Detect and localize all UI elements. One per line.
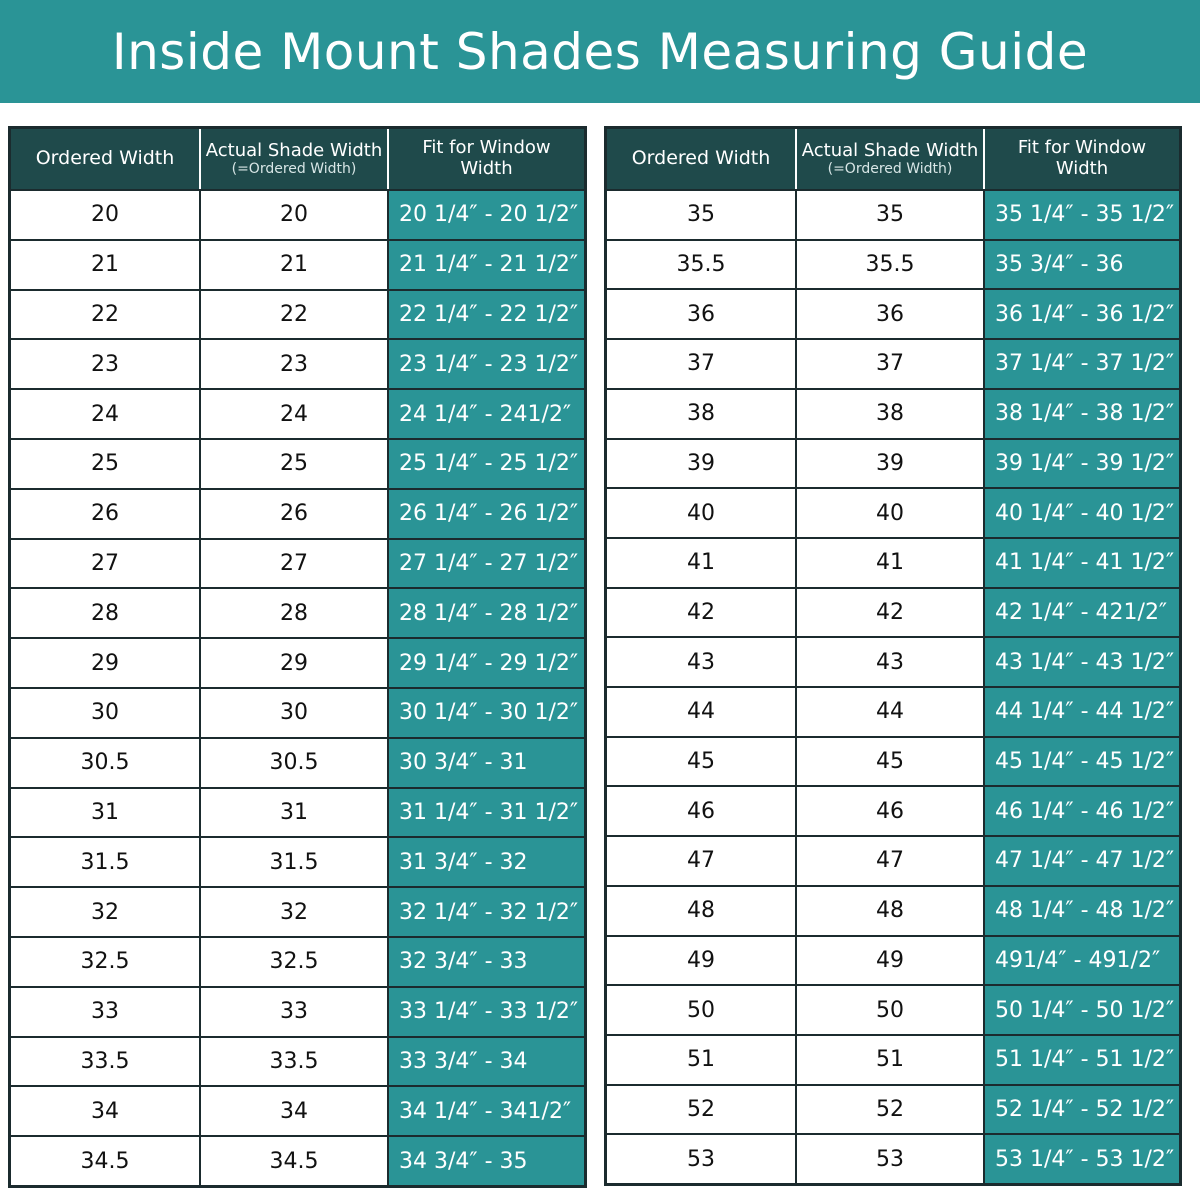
header-fit-line1: Fit for Window [422,137,551,159]
table-row [11,388,584,438]
actual-width-cell: 30 [199,689,387,737]
table-row [11,438,584,488]
ordered-width-cell: 38 [687,401,715,427]
header-actual-width [199,129,387,189]
actual-width-cell: 47 [795,837,983,885]
header-fit-line2: Width [1055,158,1109,179]
table-row [11,587,584,637]
table-row [607,487,1179,537]
table-row [607,587,1179,637]
actual-width-cell: 34.5 [199,1137,387,1185]
actual-width-cell: 52 [795,1086,983,1134]
ordered-width-cell: 42 [687,599,715,625]
fit-width-cell: 26 1/4″ - 26 1/2″ [387,490,584,538]
table-row [607,1034,1179,1084]
table-row [607,885,1179,935]
ordered-width-cell: 31 [91,799,119,825]
table-row [11,936,584,986]
fit-width-cell: 31 3/4″ - 32 [387,838,584,886]
fit-width-cell: 25 1/4″ - 25 1/2″ [387,440,584,488]
actual-width-cell: 24 [199,390,387,438]
actual-width-cell: 21 [199,241,387,289]
fit-width-cell: 21 1/4″ - 21 1/2″ [387,241,584,289]
table-row [11,189,584,239]
header-fit-line2: Width [460,158,513,179]
actual-width-cell: 29 [199,639,387,687]
fit-width-cell: 46 1/4″ - 46 1/2″ [983,787,1179,835]
table-row [607,239,1179,289]
page-title: Inside Mount Shades Measuring Guide [111,22,1089,81]
fit-width-cell: 24 1/4″ - 241/2″ [387,390,584,438]
table-row [607,1084,1179,1134]
actual-width-cell: 36 [795,290,983,338]
actual-width-cell: 28 [199,589,387,637]
ordered-width-cell: 25 [91,451,119,477]
ordered-width-cell: 43 [687,649,715,675]
fit-width-cell: 491/4″ - 491/2″ [983,937,1179,985]
table-body [11,189,584,1185]
table-row [607,438,1179,488]
fit-width-cell: 29 1/4″ - 29 1/2″ [387,639,584,687]
fit-width-cell: 42 1/4″ - 421/2″ [983,589,1179,637]
ordered-width-cell: 45 [687,749,715,775]
table-body [607,189,1179,1183]
ordered-width-cell: 28 [91,600,119,626]
actual-width-cell: 41 [795,539,983,587]
fit-width-cell: 27 1/4″ - 27 1/2″ [387,540,584,588]
fit-width-cell: 40 1/4″ - 40 1/2″ [983,489,1179,537]
table-row [607,686,1179,736]
fit-width-cell: 30 1/4″ - 30 1/2″ [387,689,584,737]
actual-width-cell: 45 [795,738,983,786]
actual-width-cell: 27 [199,540,387,588]
actual-width-cell: 38 [795,390,983,438]
actual-width-cell: 37 [795,340,983,388]
fit-width-cell: 32 1/4″ - 32 1/2″ [387,888,584,936]
fit-width-cell: 47 1/4″ - 47 1/2″ [983,837,1179,885]
header-actual-width [795,129,983,189]
ordered-width-cell: 30.5 [80,750,130,776]
table-row [607,1133,1179,1183]
ordered-width-cell: 40 [687,500,715,526]
fit-width-cell: 48 1/4″ - 48 1/2″ [983,887,1179,935]
fit-width-cell: 50 1/4″ - 50 1/2″ [983,986,1179,1034]
ordered-width-cell: 29 [91,650,119,676]
ordered-width-cell: 46 [687,798,715,824]
table-row [607,189,1179,239]
table-row [607,338,1179,388]
table-row [607,537,1179,587]
actual-width-cell: 39 [795,440,983,488]
ordered-width-cell: 22 [91,301,119,327]
fit-width-cell: 34 1/4″ - 341/2″ [387,1087,584,1135]
table-row [11,488,584,538]
fit-width-cell: 38 1/4″ - 38 1/2″ [983,390,1179,438]
ordered-width-cell: 34.5 [80,1148,130,1174]
ordered-width-cell: 20 [91,202,119,228]
fit-width-cell: 39 1/4″ - 39 1/2″ [983,440,1179,488]
table-row [11,637,584,687]
fit-width-cell: 22 1/4″ - 22 1/2″ [387,291,584,339]
header-fit-width [983,129,1179,189]
ordered-width-cell: 48 [687,898,715,924]
ordered-width-cell: 30 [91,700,119,726]
table-header [607,129,1179,189]
actual-width-cell: 20 [199,191,387,239]
ordered-width-cell: 49 [687,947,715,973]
ordered-width-cell: 51 [687,1047,715,1073]
header-fit-line1: Fit for Window [1017,137,1147,159]
ordered-width-cell: 44 [687,699,715,725]
actual-width-cell: 43 [795,638,983,686]
ordered-width-cell: 27 [91,550,119,576]
table-row [607,388,1179,438]
actual-width-cell: 51 [795,1036,983,1084]
sizing-table-right [604,126,1182,1186]
ordered-width-cell: 52 [687,1097,715,1122]
actual-width-cell: 42 [795,589,983,637]
header-actual-width-note: (=Ordered Width) [231,161,357,178]
ordered-width-cell: 35.5 [676,252,726,278]
table-row [11,338,584,388]
ordered-width-cell: 24 [91,401,119,427]
fit-width-cell: 52 1/4″ - 52 1/2″ [983,1086,1179,1134]
actual-width-cell: 31 [199,789,387,837]
fit-width-cell: 35 3/4″ - 36 [983,241,1179,289]
fit-width-cell: 33 3/4″ - 34 [387,1038,584,1086]
fit-width-cell: 35 1/4″ - 35 1/2″ [983,191,1179,239]
ordered-width-cell: 36 [687,301,715,327]
fit-width-cell: 41 1/4″ - 41 1/2″ [983,539,1179,587]
actual-width-cell: 32.5 [199,938,387,986]
table-row [11,687,584,737]
ordered-width-cell: 26 [91,501,119,527]
ordered-width-cell: 37 [687,351,715,377]
table-row [11,787,584,837]
fit-width-cell: 53 1/4″ - 53 1/2″ [983,1135,1179,1183]
actual-width-cell: 30.5 [199,739,387,787]
fit-width-cell: 45 1/4″ - 45 1/2″ [983,738,1179,786]
ordered-width-cell: 47 [687,848,715,874]
table-row [11,239,584,289]
ordered-width-cell: 23 [91,351,119,377]
fit-width-cell: 33 1/4″ - 33 1/2″ [387,988,584,1036]
ordered-width-cell: 35 [687,202,715,228]
actual-width-cell: 32 [199,888,387,936]
fit-width-cell: 23 1/4″ - 23 1/2″ [387,340,584,388]
table-row [11,1085,584,1135]
fit-width-cell: 34 3/4″ - 35 [387,1137,584,1185]
actual-width-cell: 26 [199,490,387,538]
table-row [607,636,1179,686]
header-ordered-width [11,129,199,189]
actual-width-cell: 34 [199,1087,387,1135]
fit-width-cell: 28 1/4″ - 28 1/2″ [387,589,584,637]
table-row [11,836,584,886]
actual-width-cell: 25 [199,440,387,488]
ordered-width-cell: 21 [91,252,119,278]
fit-width-cell: 20 1/4″ - 20 1/2″ [387,191,584,239]
table-row [607,984,1179,1034]
fit-width-cell: 44 1/4″ - 44 1/2″ [983,688,1179,736]
table-row [607,736,1179,786]
actual-width-cell: 44 [795,688,983,736]
table-row [11,1036,584,1086]
table-row [607,288,1179,338]
actual-width-cell: 35.5 [795,241,983,289]
table-row [11,289,584,339]
table-row [607,785,1179,835]
ordered-width-cell: 32.5 [80,949,130,975]
header-ordered-width-label: Ordered Width [35,147,175,170]
header-actual-width-label: Actual Shade Width [205,139,383,161]
ordered-width-cell: 50 [687,997,715,1023]
ordered-width-cell: 34 [91,1098,119,1124]
fit-width-cell: 51 1/4″ - 51 1/2″ [983,1036,1179,1084]
ordered-width-cell: 33.5 [80,1048,130,1074]
ordered-width-cell: 53 [687,1146,715,1172]
actual-width-cell: 33 [199,988,387,1036]
fit-width-cell: 32 3/4″ - 33 [387,938,584,986]
table-row [607,835,1179,885]
fit-width-cell: 43 1/4″ - 43 1/2″ [983,638,1179,686]
header-ordered-width [607,129,795,189]
table-row [607,935,1179,985]
sizing-table-left [8,126,587,1188]
actual-width-cell: 35 [795,191,983,239]
ordered-width-cell: 31.5 [80,849,130,875]
header-actual-width-note: (=Ordered Width) [827,161,953,178]
ordered-width-cell: 39 [687,450,715,476]
table-row [11,1135,584,1185]
actual-width-cell: 40 [795,489,983,537]
actual-width-cell: 46 [795,787,983,835]
header-ordered-width-label: Ordered Width [631,147,771,170]
actual-width-cell: 48 [795,887,983,935]
actual-width-cell: 49 [795,937,983,985]
actual-width-cell: 23 [199,340,387,388]
actual-width-cell: 22 [199,291,387,339]
actual-width-cell: 50 [795,986,983,1034]
fit-width-cell: 30 3/4″ - 31 [387,739,584,787]
fit-width-cell: 37 1/4″ - 37 1/2″ [983,340,1179,388]
table-row [11,737,584,787]
table-header [11,129,584,189]
table-row [11,538,584,588]
ordered-width-cell: 41 [687,550,715,576]
title-banner [0,0,1200,103]
fit-width-cell: 36 1/4″ - 36 1/2″ [983,290,1179,338]
fit-width-cell: 31 1/4″ - 31 1/2″ [387,789,584,837]
actual-width-cell: 33.5 [199,1038,387,1086]
actual-width-cell: 53 [795,1135,983,1183]
ordered-width-cell: 33 [91,999,119,1025]
header-fit-width [387,129,584,189]
ordered-width-cell: 32 [91,899,119,925]
table-row [11,986,584,1036]
header-actual-width-label: Actual Shade Width [801,139,979,161]
table-row [11,886,584,936]
actual-width-cell: 31.5 [199,838,387,886]
